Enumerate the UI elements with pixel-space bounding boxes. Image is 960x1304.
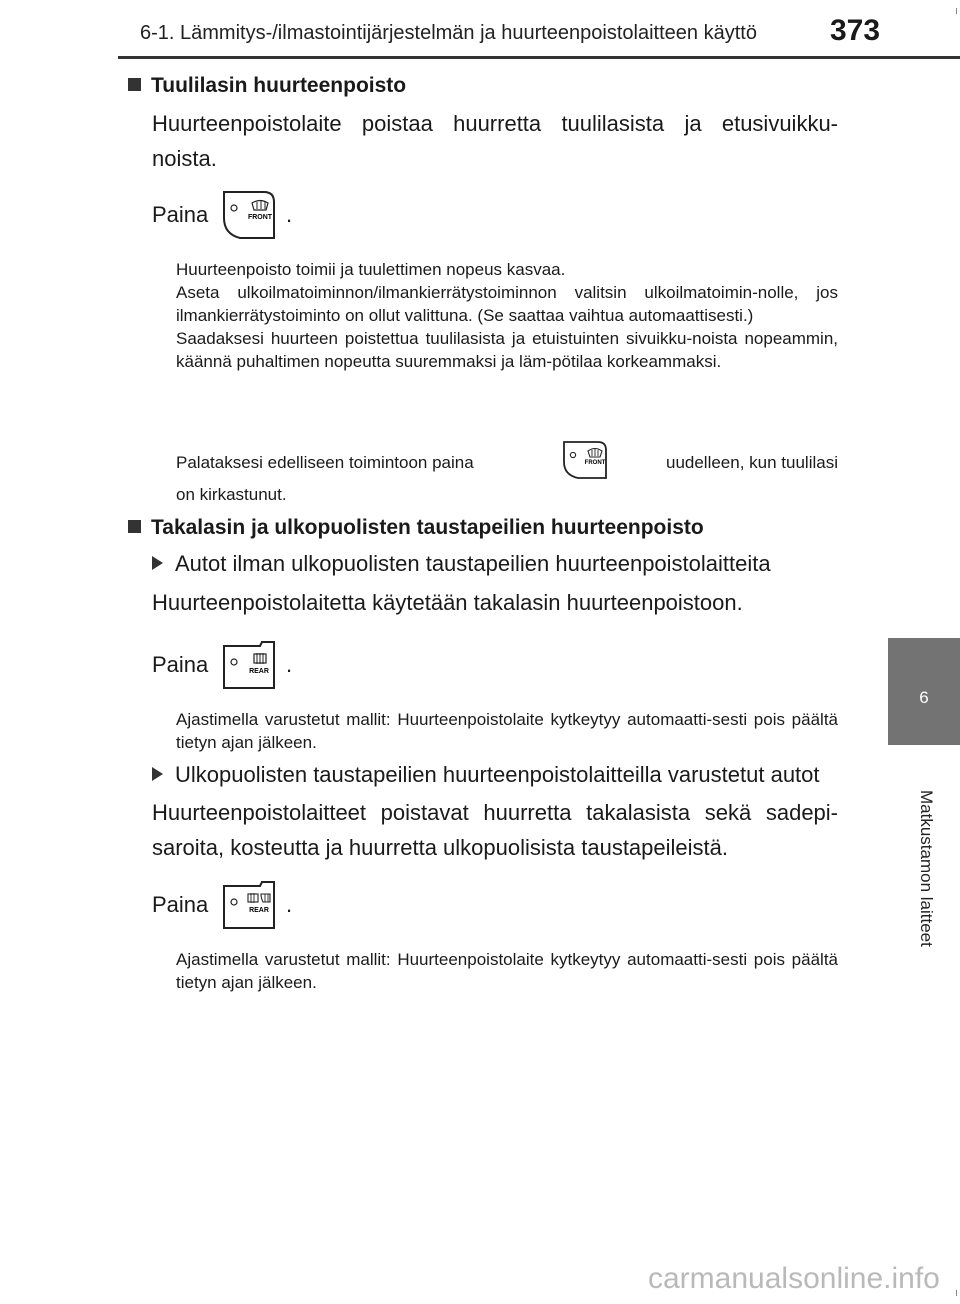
crop-mark [956,8,957,14]
windshield-return-row [176,440,838,482]
windshield-note [176,258,838,373]
note-line: Aseta ulkoilmatoiminnon/ilmankierrätystoiminnon valitsin ulkoilmatoimin-nolle, jos ilmankierrätystoiminto on ollut valittuna. (Se saattaa vaihtua automaattisesti.) [176,283,838,325]
page-header [0,0,960,60]
chapter-tab [888,638,960,745]
section-heading-rear [128,516,704,540]
rear-b-text: Huurteenpoistolaitteet poistavat huurretta takalasista sekä sadepi-saroita, kosteutta ja huurretta ulkopuolisista taustapeileistä. [152,800,838,860]
rear-a-note: Ajastimella varustetut mallit: Huurteenpoistolaite kytkeytyy automaatti-sesti pois päältä tietyn ajan jälkeen. [176,710,838,752]
note-line: Saadaksesi huurteen poistettua tuulilasista ja etuistuinten sivuikku-noista nopeammin, käännä puhaltimen nopeutta suuremmaksi ja läm-pötilaa korkeammaksi. [176,329,838,371]
svg-text:REAR: REAR [249,668,269,675]
note-line: Huurteenpoisto toimii ja tuulettimen nopeus kasvaa. [176,260,566,279]
page-number: 373 [830,14,881,47]
chapter-tab-label: Matkustamon laitteet [917,790,936,947]
header-rule [118,56,960,59]
square-bullet-icon [128,78,141,91]
crop-mark [956,1290,957,1296]
press-suffix: . [286,892,293,917]
press-suffix: . [286,652,293,677]
press-label: Paina [152,892,209,917]
watermark: carmanualsonline.info [648,1262,940,1295]
svg-text:FRONT: FRONT [247,214,273,221]
svg-text:REAR: REAR [249,907,269,914]
rear-b-note: Ajastimella varustetut mallit: Huurteenpoistolaite kytkeytyy automaatti-sesti pois päältä tietyn ajan jälkeen. [176,950,838,992]
return-text-after: uudelleen, kun tuulilasi [665,453,838,472]
section-heading-text: Takalasin ja ulkopuolisten taustapeilien huurteenpoisto [151,516,704,539]
sub-heading-text: Autot ilman ulkopuolisten taustapeilien huurteenpoistolaitteita [175,551,771,576]
sub-heading-without-mirror-heaters [152,551,771,577]
rear-defogger-button-icon [222,640,276,692]
sub-heading-with-mirror-heaters [152,762,820,788]
chapter-tab-number: 6 [919,688,929,707]
return-text-before: Palataksesi edelliseen toimintoon paina [176,453,474,472]
press-label: Paina [152,652,209,677]
rear-a-text: Huurteenpoistolaitetta käytetään takalasin huurteenpoistoon. [152,590,743,615]
front-defroster-button-icon [222,190,276,242]
triangle-bullet-icon [152,556,163,570]
chapter-title: 6-1. Lämmitys-/ilmastointijärjestelmän ja huurteenpoistolaitteen käyttö [140,22,757,44]
square-bullet-icon [128,520,141,533]
press-suffix: . [286,202,293,227]
section-heading-text: Tuulilasin huurteenpoisto [151,74,407,97]
return-text-end: on kirkastunut. [176,485,287,504]
front-defroster-button-icon [562,440,608,482]
windshield-intro: Huurteenpoistolaite poistaa huurretta tuulilasista ja etusivuikku- noista. [152,111,838,171]
triangle-bullet-icon [152,767,163,781]
sub-heading-text: Ulkopuolisten taustapeilien huurteenpoistolaitteilla varustetut autot [175,762,820,787]
rear-and-mirror-defogger-button-icon [222,880,276,932]
section-heading-windshield [128,74,406,98]
svg-text:FRONT: FRONT [584,460,606,466]
press-label: Paina [152,202,209,227]
